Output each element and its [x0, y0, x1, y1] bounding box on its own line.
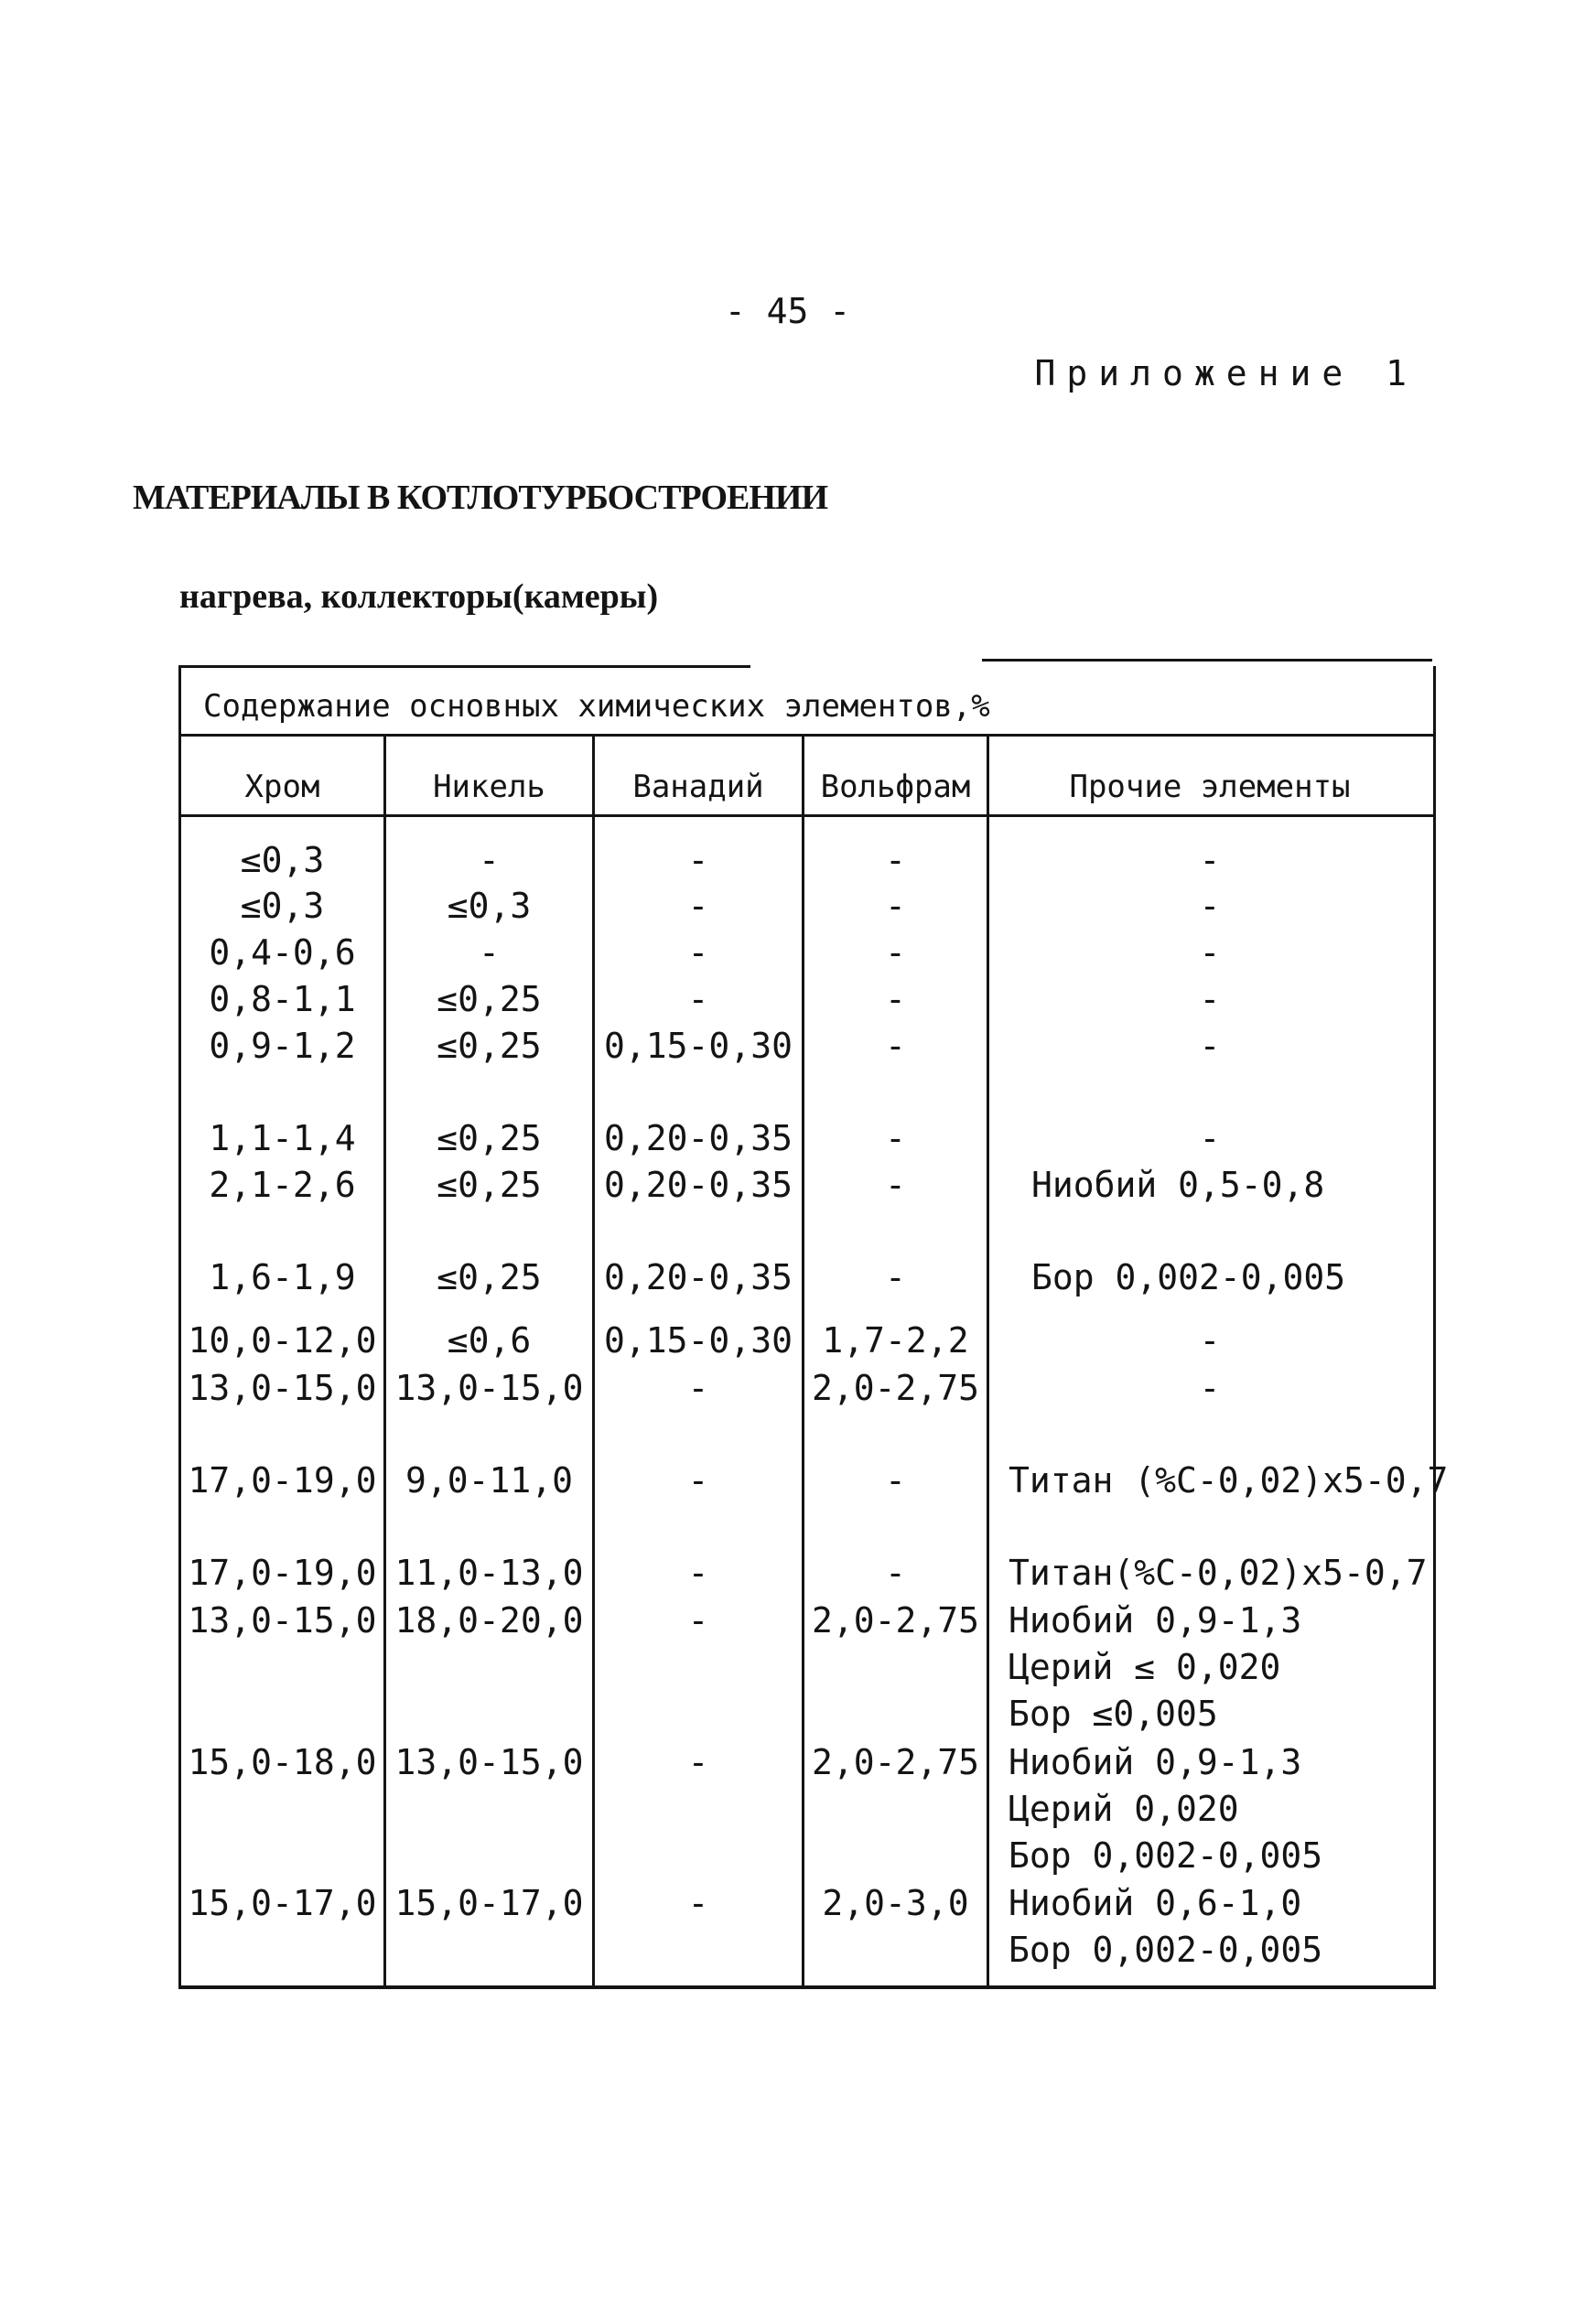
- cell-nickel: ≤0,3: [447, 886, 532, 926]
- document-subtitle: нагрева, коллекторы(камеры): [179, 577, 659, 616]
- column-header-other: Прочие элементы: [1069, 769, 1351, 805]
- cell-vanadium: -: [687, 840, 709, 880]
- cell-nickel: ≤0,25: [437, 979, 542, 1019]
- table-group-header: Содержание основных химических элементов,%: [203, 688, 990, 725]
- cell-other-elements: Бор 0,002-0,005: [1031, 1257, 1346, 1297]
- page-number: - 45 -: [724, 291, 851, 331]
- cell-tungsten: -: [885, 1026, 906, 1066]
- cell-other-elements: -: [1199, 979, 1221, 1019]
- cell-tungsten: 2,0-2,75: [811, 1368, 980, 1408]
- cell-nickel: 13,0-15,0: [394, 1742, 584, 1782]
- cell-other-elements: -: [1199, 932, 1221, 973]
- cell-chrom: 2,1-2,6: [209, 1165, 356, 1205]
- cell-chrom: 17,0-19,0: [188, 1553, 377, 1593]
- cell-tungsten: -: [885, 886, 906, 926]
- cell-nickel: 11,0-13,0: [394, 1553, 584, 1593]
- cell-vanadium: 0,20-0,35: [604, 1165, 793, 1205]
- cell-vanadium: -: [687, 1460, 709, 1501]
- cell-vanadium: -: [687, 1553, 709, 1593]
- cell-other-elements: Титан (%С-0,02)х5-0,7: [1009, 1460, 1449, 1501]
- cell-other-elements: Бор ≤0,005: [1009, 1694, 1218, 1734]
- cell-tungsten: -: [885, 1460, 906, 1501]
- cell-tungsten: 1,7-2,2: [822, 1320, 969, 1361]
- cell-chrom: 13,0-15,0: [188, 1368, 377, 1408]
- cell-other-elements: Ниобий 0,6-1,0: [1009, 1883, 1302, 1923]
- cell-other-elements: Титан(%С-0,02)х5-0,7: [1009, 1553, 1428, 1593]
- cell-vanadium: -: [687, 1742, 709, 1782]
- cell-other-elements: -: [1199, 1026, 1221, 1066]
- cell-chrom: 15,0-17,0: [188, 1883, 377, 1923]
- cell-chrom: 1,6-1,9: [209, 1257, 356, 1297]
- cell-other-elements: Церий 0,020: [1009, 1789, 1239, 1829]
- cell-tungsten: -: [885, 932, 906, 973]
- cell-chrom: ≤0,3: [240, 840, 325, 880]
- cell-chrom: 1,1-1,4: [209, 1118, 356, 1158]
- cell-nickel: 9,0-11,0: [405, 1460, 574, 1501]
- cell-vanadium: -: [687, 1600, 709, 1641]
- cell-tungsten: -: [885, 1118, 906, 1158]
- cell-vanadium: -: [687, 932, 709, 973]
- cell-nickel: ≤0,25: [437, 1165, 542, 1205]
- cell-chrom: 15,0-18,0: [188, 1742, 377, 1782]
- cell-tungsten: -: [885, 1257, 906, 1297]
- header-divider: [178, 734, 1433, 737]
- cell-other-elements: Бор 0,002-0,005: [1009, 1835, 1323, 1876]
- cell-chrom: ≤0,3: [240, 886, 325, 926]
- cell-tungsten: -: [885, 1553, 906, 1593]
- column-header-divider: [178, 814, 1433, 817]
- cell-vanadium: -: [687, 1368, 709, 1408]
- table-top-rule-right: [982, 659, 1432, 662]
- cell-nickel: -: [479, 932, 500, 973]
- cell-other-elements: Ниобий 0,9-1,3: [1009, 1600, 1302, 1641]
- cell-tungsten: 2,0-2,75: [811, 1742, 980, 1782]
- column-header-chrom: Хром: [244, 769, 320, 805]
- cell-tungsten: -: [885, 979, 906, 1019]
- cell-tungsten: -: [885, 1165, 906, 1205]
- cell-tungsten: -: [885, 840, 906, 880]
- cell-chrom: 13,0-15,0: [188, 1600, 377, 1641]
- cell-other-elements: -: [1199, 1368, 1221, 1408]
- cell-nickel: ≤0,25: [437, 1026, 542, 1066]
- column-header-nickel: Никель: [433, 769, 545, 805]
- cell-nickel: ≤0,6: [447, 1320, 532, 1361]
- appendix-label: Приложение 1: [1034, 353, 1418, 393]
- cell-chrom: 0,4-0,6: [209, 932, 356, 973]
- cell-other-elements: -: [1199, 886, 1221, 926]
- cell-other-elements: -: [1199, 840, 1221, 880]
- cell-nickel: ≤0,25: [437, 1118, 542, 1158]
- cell-chrom: 10,0-12,0: [188, 1320, 377, 1361]
- column-header-vanadium: Ванадий: [632, 769, 764, 805]
- cell-chrom: 0,8-1,1: [209, 979, 356, 1019]
- cell-vanadium: -: [687, 886, 709, 926]
- cell-nickel: 18,0-20,0: [394, 1600, 584, 1641]
- column-header-tungsten: Вольфрам: [820, 769, 971, 805]
- cell-nickel: 15,0-17,0: [394, 1883, 584, 1923]
- cell-other-elements: -: [1199, 1118, 1221, 1158]
- cell-other-elements: Ниобий 0,5-0,8: [1031, 1165, 1325, 1205]
- cell-vanadium: -: [687, 979, 709, 1019]
- cell-vanadium: -: [687, 1883, 709, 1923]
- document-title: МАТЕРИАЛЫ В КОТЛОТУРБОСТРОЕНИИ: [133, 479, 828, 517]
- cell-tungsten: 2,0-3,0: [822, 1883, 969, 1923]
- cell-chrom: 0,9-1,2: [209, 1026, 356, 1066]
- cell-vanadium: 0,20-0,35: [604, 1118, 793, 1158]
- cell-nickel: ≤0,25: [437, 1257, 542, 1297]
- cell-vanadium: 0,15-0,30: [604, 1320, 793, 1361]
- cell-other-elements: -: [1199, 1320, 1221, 1361]
- cell-other-elements: Церий ≤ 0,020: [1009, 1647, 1281, 1687]
- cell-nickel: 13,0-15,0: [394, 1368, 584, 1408]
- cell-tungsten: 2,0-2,75: [811, 1600, 980, 1641]
- cell-vanadium: 0,20-0,35: [604, 1257, 793, 1297]
- cell-chrom: 17,0-19,0: [188, 1460, 377, 1501]
- cell-other-elements: Ниобий 0,9-1,3: [1009, 1742, 1302, 1782]
- cell-vanadium: 0,15-0,30: [604, 1026, 793, 1066]
- cell-other-elements: Бор 0,002-0,005: [1009, 1930, 1323, 1970]
- cell-nickel: -: [479, 840, 500, 880]
